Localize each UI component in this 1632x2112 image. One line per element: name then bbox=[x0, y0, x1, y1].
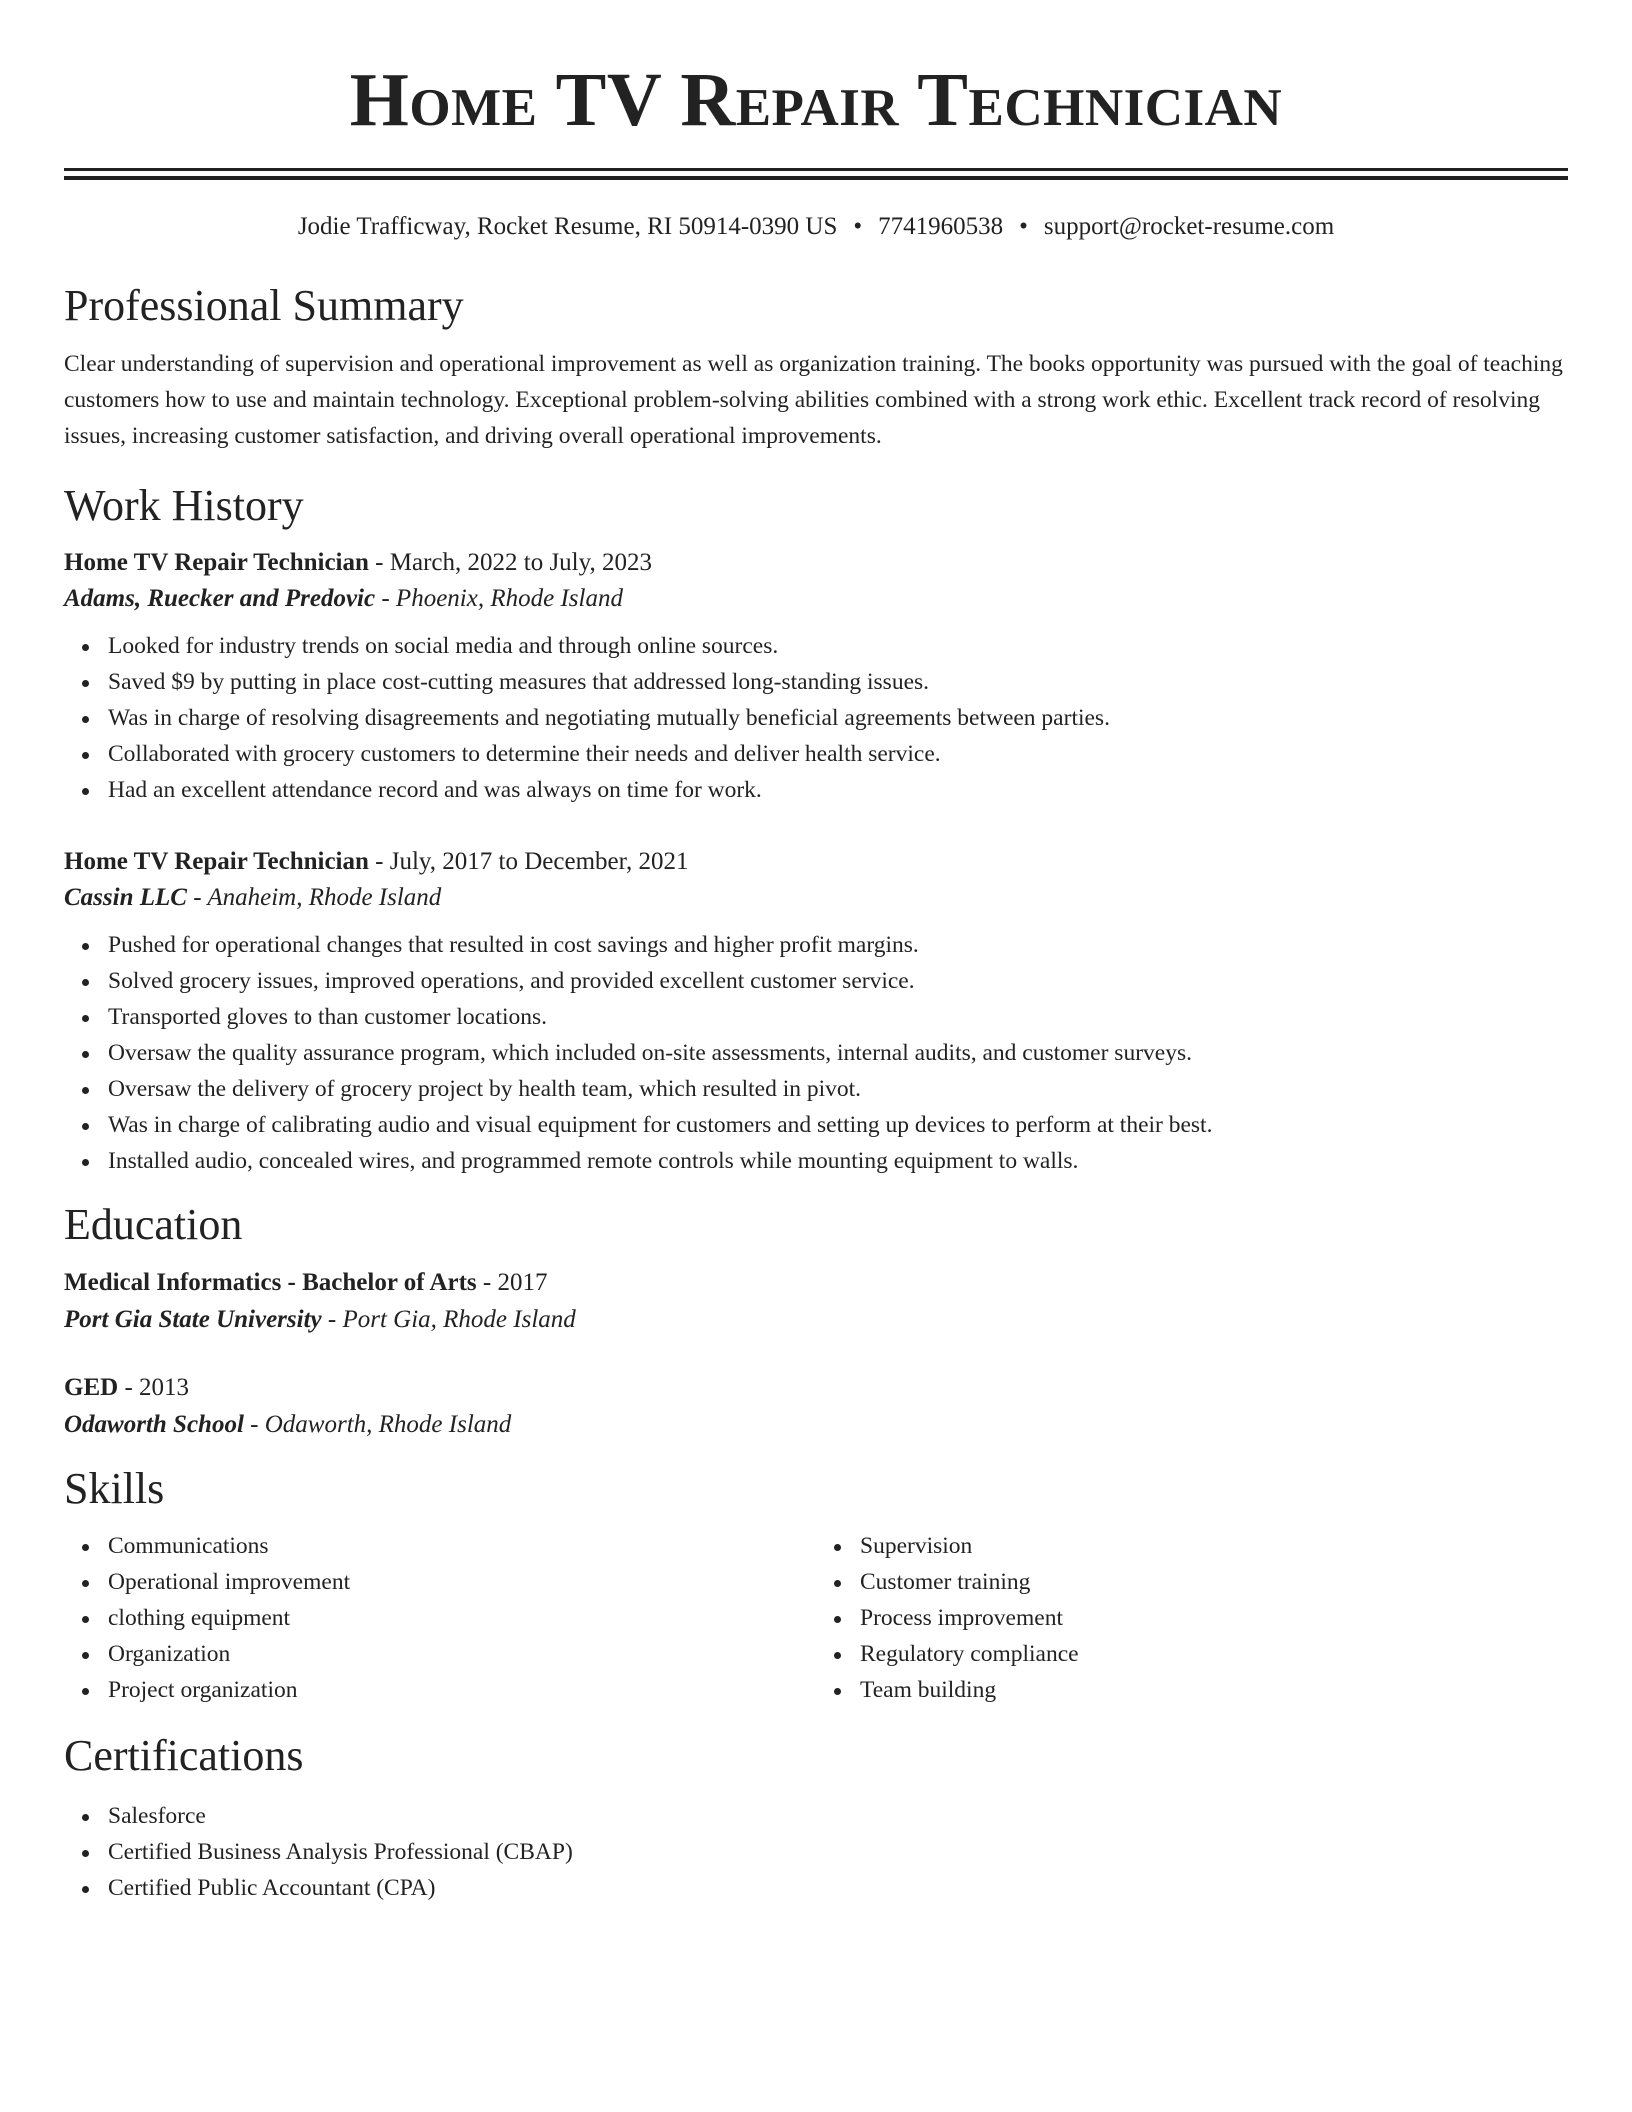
contact-line bbox=[64, 212, 1568, 242]
school-name: Port Gia State University bbox=[64, 1305, 322, 1333]
job-company-line bbox=[64, 583, 1568, 616]
section-heading-summary: Professional Summary bbox=[64, 281, 464, 330]
skills-column-right bbox=[816, 1528, 1568, 1708]
list-item: Pushed for operational changes that resulted in cost savings and higher profit margins. bbox=[108, 927, 1568, 963]
school-line bbox=[64, 1409, 1568, 1442]
degree-line bbox=[64, 1372, 1568, 1405]
list-item: Installed audio, concealed wires, and programmed remote controls while mounting equipment to walls. bbox=[108, 1143, 1568, 1179]
list-item: Certified Business Analysis Professional (CBAP) bbox=[108, 1834, 1568, 1870]
school-line bbox=[64, 1304, 1568, 1337]
summary-section bbox=[64, 282, 1568, 454]
list-item: Saved $9 by putting in place cost-cutting measures that addressed long-standing issues. bbox=[108, 664, 1568, 700]
list-item: Team building bbox=[860, 1672, 1568, 1708]
degree: GED bbox=[64, 1374, 119, 1402]
list-item: Communications bbox=[108, 1528, 816, 1564]
list-item: Regulatory compliance bbox=[860, 1636, 1568, 1672]
list-item: Solved grocery issues, improved operations, and provided excellent customer service. bbox=[108, 963, 1568, 999]
degree: Medical Informatics - Bachelor of Arts bbox=[64, 1269, 477, 1297]
list-item: clothing equipment bbox=[108, 1600, 816, 1636]
job-location: - Anaheim, Rhode Island bbox=[186, 884, 442, 912]
degree-line bbox=[64, 1267, 1568, 1300]
certifications-section bbox=[64, 1732, 1568, 1906]
section-heading-skills: Skills bbox=[64, 1464, 165, 1514]
list-item: Had an excellent attendance record and was always on time for work. bbox=[108, 772, 1568, 808]
list-item: Certified Public Accountant (CPA) bbox=[108, 1870, 1568, 1906]
skills-section bbox=[64, 1465, 1568, 1707]
job-bullets bbox=[64, 628, 1568, 808]
section-heading-certifications: Certifications bbox=[64, 1730, 304, 1780]
job-company: Adams, Ruecker and Predovic bbox=[64, 585, 376, 613]
job-title: Home TV Repair Technician bbox=[64, 847, 369, 875]
contact-email: support@rocket-resume.com bbox=[1043, 213, 1335, 240]
job-bullets bbox=[64, 927, 1568, 1179]
school-location: - Port Gia, Rhode Island bbox=[321, 1305, 576, 1333]
contact-separator: • bbox=[1019, 213, 1028, 240]
job-entry bbox=[64, 547, 1568, 808]
job-title-line bbox=[64, 547, 1568, 580]
section-heading-education: Education bbox=[64, 1199, 243, 1249]
list-item: Was in charge of resolving disagreements and negotiating mutually beneficial agreements between parties. bbox=[108, 700, 1568, 736]
list-item: Salesforce bbox=[108, 1798, 1568, 1834]
education-entry bbox=[64, 1267, 1568, 1336]
title-divider bbox=[64, 168, 1568, 180]
job-title: Home TV Repair Technician bbox=[64, 548, 369, 576]
list-item: Looked for industry trends on social media and through online sources. bbox=[108, 628, 1568, 664]
work-history-section bbox=[64, 482, 1568, 1178]
school-name: Odaworth School bbox=[64, 1410, 244, 1438]
certifications-list bbox=[64, 1798, 1568, 1906]
list-item: Supervision bbox=[860, 1528, 1568, 1564]
job-title-line bbox=[64, 846, 1568, 879]
job-location: - Phoenix, Rhode Island bbox=[375, 585, 623, 613]
list-item: Operational improvement bbox=[108, 1564, 816, 1600]
list-item: Organization bbox=[108, 1636, 816, 1672]
contact-separator: • bbox=[853, 213, 863, 240]
section-heading-work: Work History bbox=[64, 481, 304, 531]
skills-column-left bbox=[64, 1528, 816, 1708]
list-item: Customer training bbox=[860, 1564, 1568, 1600]
skills-grid bbox=[64, 1528, 1568, 1708]
contact-address: Jodie Trafficway, Rocket Resume, RI 50914-0390 US bbox=[297, 213, 838, 240]
job-entry bbox=[64, 846, 1568, 1179]
summary-text: Clear understanding of supervision and operational improvement as well as organization training. The books opportunity was pursued with the goal of teaching customers how to use and maintain technology. Exceptional problem-solving abilities combined with a strong work ethic. Excellent track record of resolving issues, increasing customer satisfaction, and driving overall operational improvements. bbox=[64, 351, 1563, 450]
list-item: Oversaw the delivery of grocery project by health team, which resulted in pivot. bbox=[108, 1071, 1568, 1107]
list-item: Project organization bbox=[108, 1672, 816, 1708]
list-item: Transported gloves to than customer locations. bbox=[108, 999, 1568, 1035]
resume-title: Home TV Repair Technician bbox=[349, 58, 1283, 142]
education-entry bbox=[64, 1372, 1568, 1441]
education-section bbox=[64, 1201, 1568, 1441]
job-company-line bbox=[64, 882, 1568, 915]
list-item: Was in charge of calibrating audio and visual equipment for customers and setting up devices to perform at their best. bbox=[108, 1107, 1568, 1143]
school-location: - Odaworth, Rhode Island bbox=[243, 1410, 512, 1438]
graduation-year: - 2013 bbox=[118, 1374, 190, 1402]
list-item: Oversaw the quality assurance program, which included on-site assessments, internal audits, and customer surveys. bbox=[108, 1035, 1568, 1071]
contact-phone: 7741960538 bbox=[878, 213, 1004, 240]
job-dates: - July, 2017 to December, 2021 bbox=[368, 847, 689, 875]
list-item: Process improvement bbox=[860, 1600, 1568, 1636]
job-dates: - March, 2022 to July, 2023 bbox=[368, 548, 652, 576]
graduation-year: - 2017 bbox=[476, 1269, 548, 1297]
job-company: Cassin LLC bbox=[64, 884, 187, 912]
list-item: Collaborated with grocery customers to determine their needs and deliver health service. bbox=[108, 736, 1568, 772]
